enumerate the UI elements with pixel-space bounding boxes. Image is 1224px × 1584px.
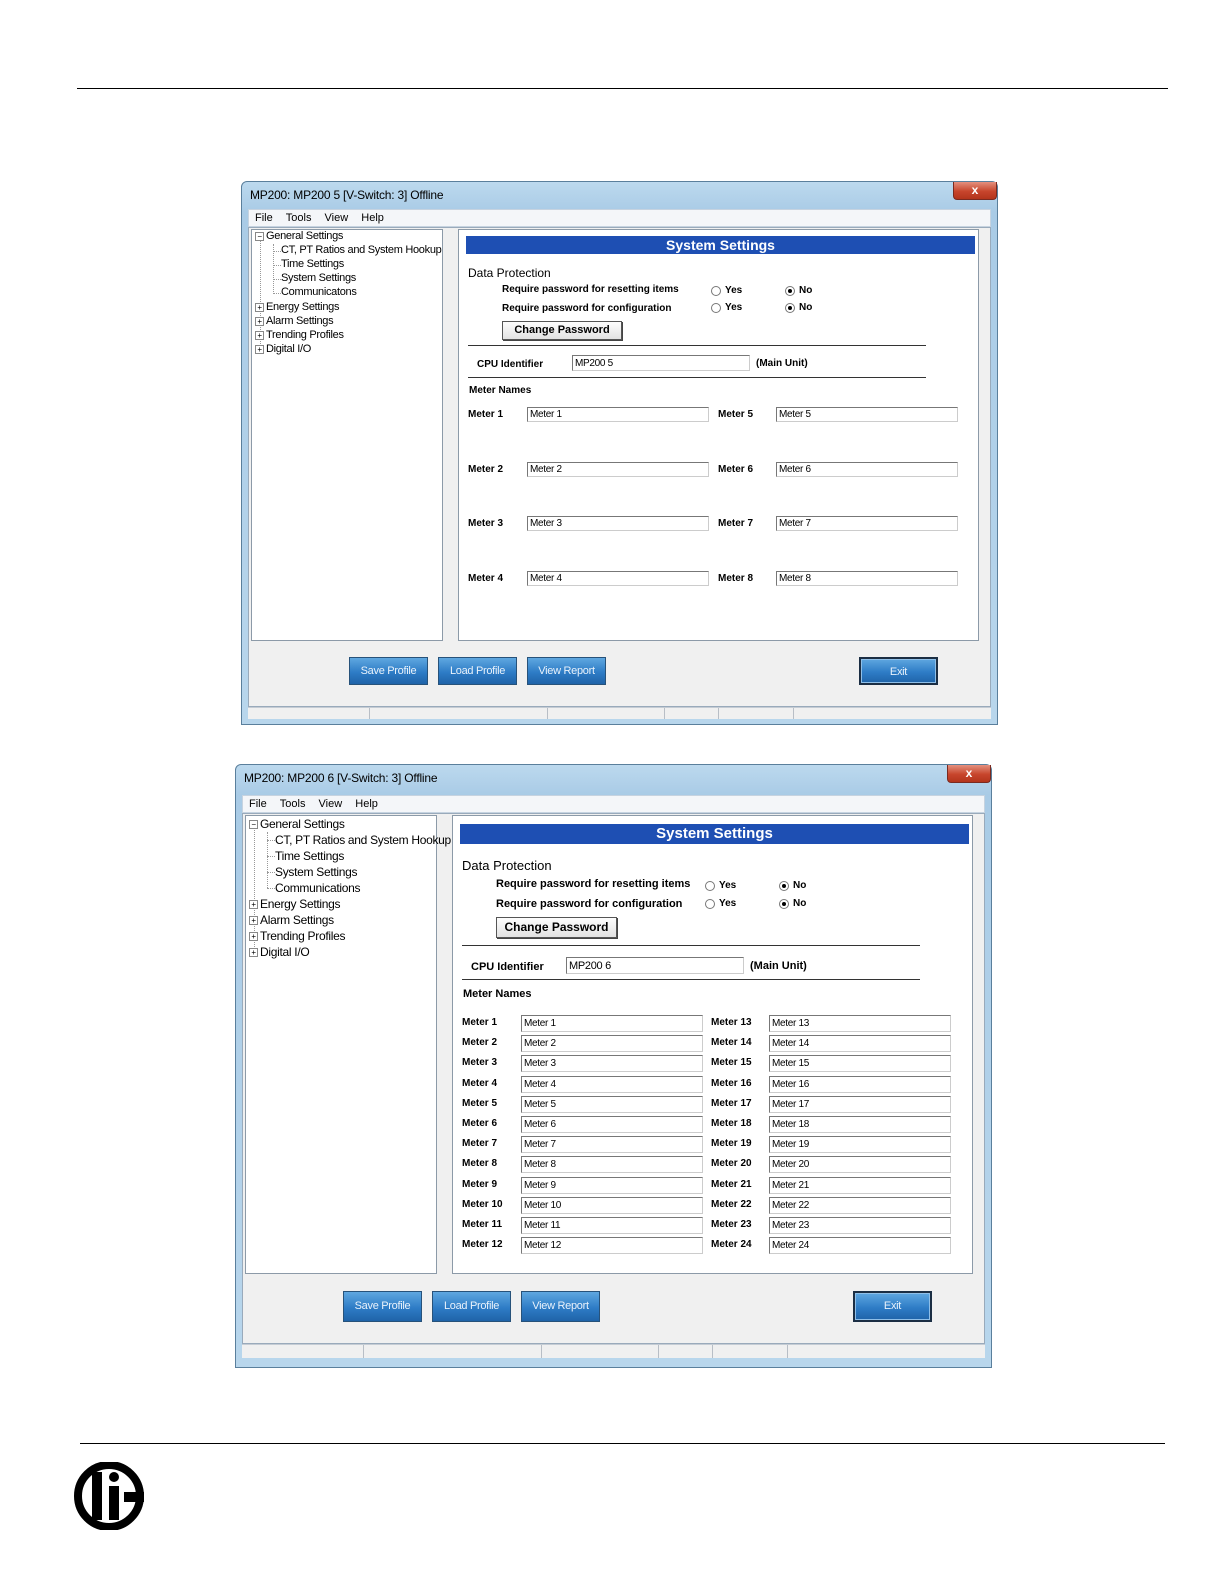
panel-banner: System Settings (466, 236, 975, 254)
meter-label: Meter 5 (462, 1097, 498, 1109)
load-profile-button[interactable]: Load Profile (438, 657, 517, 685)
client-area (248, 227, 991, 707)
menu-file[interactable]: File (249, 798, 267, 810)
divider (462, 945, 920, 946)
tree-alarm-settings[interactable]: + Alarm Settings (249, 913, 334, 927)
require-reset-label: Require password for resetting items (502, 284, 679, 295)
view-report-button[interactable]: View Report (527, 657, 606, 685)
meter-name-input[interactable]: Meter 23 (769, 1217, 951, 1234)
meter-label: Meter 24 (711, 1239, 752, 1251)
expand-icon[interactable]: + (249, 948, 258, 957)
meter-label: Meter 5 (718, 409, 754, 420)
window-title: MP200: MP200 6 [V-Switch: 3] Offline (244, 771, 438, 785)
tree-trending-profiles[interactable]: + Trending Profiles (249, 929, 345, 943)
meter-name-input[interactable]: Meter 3 (521, 1055, 703, 1072)
meter-name-input[interactable]: Meter 1 (527, 407, 709, 422)
tree-digital-io[interactable]: + Digital I/O (249, 945, 309, 959)
meter-label: Meter 23 (711, 1219, 752, 1230)
config-no-label: No (793, 898, 807, 909)
panel-banner: System Settings (460, 824, 969, 844)
close-button[interactable]: x (947, 765, 991, 783)
reset-yes-label: Yes (719, 880, 737, 891)
meter-name-input[interactable]: Meter 6 (521, 1116, 703, 1133)
meter-name-input[interactable]: Meter 11 (521, 1217, 703, 1234)
meter-label: Meter 20 (711, 1158, 752, 1170)
meter-label: Meter 7 (462, 1138, 498, 1150)
divider (462, 979, 920, 980)
save-profile-button[interactable]: Save Profile (349, 657, 428, 685)
meter-name-input[interactable]: Meter 22 (769, 1197, 951, 1214)
expand-icon[interactable]: + (255, 331, 264, 340)
cpu-identifier-label: CPU Identifier (477, 359, 544, 370)
meter-label: Meter 3 (468, 518, 504, 529)
meter-name-input[interactable]: Meter 2 (521, 1035, 703, 1052)
reset-no-label: No (793, 880, 807, 891)
tree-energy-settings[interactable]: + Energy Settings (255, 301, 339, 313)
meter-name-input[interactable]: Meter 14 (769, 1035, 951, 1052)
config-no-radio[interactable] (785, 303, 795, 313)
tree-system-settings[interactable]: System Settings (275, 865, 358, 879)
main-unit-label: (Main Unit) (750, 960, 807, 972)
meter-label: Meter 8 (718, 572, 754, 584)
require-reset-label: Require password for resetting items (496, 878, 691, 890)
meter-name-input[interactable]: Meter 21 (769, 1177, 951, 1194)
meter-label: Meter 2 (462, 1037, 498, 1049)
menu-file[interactable]: File (255, 212, 273, 224)
tree-ct-pt-ratios[interactable]: CT, PT Ratios and System Hookup (275, 833, 451, 847)
tree-trending-profiles[interactable]: + Trending Profiles (255, 329, 344, 341)
header-rule (77, 88, 1168, 89)
tree-general-settings[interactable]: − General Settings (255, 230, 343, 242)
meter-name-input[interactable]: Meter 5 (521, 1096, 703, 1113)
window-title: MP200: MP200 5 [V-Switch: 3] Offline (250, 188, 444, 202)
meter-label: Meter 13 (711, 1017, 752, 1028)
config-yes-radio[interactable] (711, 303, 721, 313)
meter-name-input[interactable]: Meter 13 (769, 1015, 951, 1032)
data-protection-heading: Data Protection (468, 266, 551, 280)
load-profile-button[interactable]: Load Profile (432, 1291, 511, 1322)
meter-label: Meter 4 (468, 572, 504, 584)
menu-view[interactable]: View (318, 798, 343, 810)
footer-rule (80, 1443, 1165, 1444)
config-yes-label: Yes (725, 302, 743, 313)
reset-no-radio[interactable] (779, 881, 789, 891)
meter-name-input[interactable]: Meter 8 (776, 571, 958, 586)
tree-communications[interactable]: Communications (275, 881, 361, 895)
menu-tools[interactable]: Tools (279, 798, 306, 810)
meter-label: Meter 15 (711, 1057, 752, 1069)
view-report-button[interactable]: View Report (521, 1291, 600, 1322)
meter-name-input[interactable]: Meter 15 (769, 1055, 951, 1072)
reset-yes-label: Yes (725, 285, 743, 296)
tree-system-settings[interactable]: System Settings (281, 272, 356, 284)
meter-label: Meter 1 (462, 1017, 498, 1028)
meter-label: Meter 10 (462, 1198, 503, 1210)
menu-bar (248, 209, 991, 227)
meter-label: Meter 16 (711, 1077, 752, 1089)
config-no-label: No (799, 302, 813, 313)
divider (468, 345, 926, 346)
meter-name-input[interactable]: Meter 5 (776, 407, 958, 422)
meter-name-input[interactable]: Meter 2 (527, 462, 709, 477)
meter-name-input[interactable]: Meter 16 (769, 1076, 951, 1093)
meter-label: Meter 7 (718, 518, 754, 529)
meter-label: Meter 8 (462, 1158, 498, 1170)
menu-bar (242, 795, 985, 813)
config-yes-radio[interactable] (705, 899, 715, 909)
menu-help[interactable]: Help (361, 212, 384, 224)
divider (468, 377, 926, 378)
meter-name-input[interactable]: Meter 9 (521, 1177, 703, 1194)
status-bar (242, 1344, 985, 1358)
expand-icon[interactable]: + (249, 900, 258, 909)
cpu-identifier-input[interactable]: MP200 6 (566, 957, 744, 974)
meter-label: Meter 4 (462, 1077, 498, 1089)
change-password-button[interactable]: Change Password (496, 917, 617, 938)
change-password-button[interactable]: Change Password (502, 321, 622, 340)
status-bar (248, 707, 991, 719)
meter-label: Meter 19 (711, 1138, 752, 1150)
meter-names-heading: Meter Names (469, 385, 532, 396)
menu-view[interactable]: View (324, 212, 349, 224)
close-button[interactable]: x (953, 182, 997, 200)
meter-name-input[interactable]: Meter 18 (769, 1116, 951, 1133)
meter-label: Meter 14 (711, 1037, 752, 1049)
meter-name-input[interactable]: Meter 1 (521, 1015, 703, 1032)
meter-label: Meter 1 (468, 409, 504, 420)
meter-names-heading: Meter Names (463, 988, 532, 1000)
main-unit-label: (Main Unit) (756, 358, 808, 369)
reset-no-radio[interactable] (785, 286, 795, 296)
meter-label: Meter 12 (462, 1239, 503, 1251)
data-protection-heading: Data Protection (462, 858, 552, 873)
require-config-label: Require password for configuration (496, 898, 683, 910)
tree-communications[interactable]: Communicatons (281, 286, 357, 298)
meter-label: Meter 22 (711, 1198, 752, 1210)
meter-label: Meter 2 (468, 463, 504, 475)
tree-energy-settings[interactable]: + Energy Settings (249, 897, 340, 911)
reset-yes-radio[interactable] (705, 881, 715, 891)
meter-name-input[interactable]: Meter 19 (769, 1136, 951, 1153)
meter-name-input[interactable]: Meter 12 (521, 1237, 703, 1254)
menu-tools[interactable]: Tools (285, 212, 312, 224)
meter-label: Meter 3 (462, 1057, 498, 1069)
meter-name-input[interactable]: Meter 8 (521, 1156, 703, 1173)
meter-label: Meter 21 (711, 1178, 752, 1190)
expand-icon[interactable]: + (255, 303, 264, 312)
tree-general-settings[interactable]: − General Settings (249, 817, 345, 831)
expand-icon[interactable]: + (255, 317, 264, 326)
config-yes-label: Yes (719, 898, 737, 909)
meter-label: Meter 18 (711, 1118, 752, 1129)
tree-time-settings[interactable]: Time Settings (281, 258, 344, 270)
meter-name-input[interactable]: Meter 17 (769, 1096, 951, 1113)
cpu-identifier-label: CPU Identifier (471, 961, 544, 973)
meter-name-input[interactable]: Meter 3 (527, 516, 709, 531)
meter-label: Meter 9 (462, 1178, 498, 1190)
meter-label: Meter 6 (462, 1118, 498, 1129)
reset-no-label: No (799, 285, 813, 296)
config-no-radio[interactable] (779, 899, 789, 909)
exit-button[interactable]: Exit (859, 657, 938, 685)
client-area (242, 813, 985, 1344)
eig-logo-icon (70, 1462, 148, 1530)
tree-digital-io[interactable]: + Digital I/O (255, 343, 311, 355)
settings-panel (458, 229, 979, 641)
expand-icon[interactable]: + (249, 932, 258, 941)
tree-ct-pt-ratios[interactable]: CT, PT Ratios and System Hookup (281, 244, 442, 256)
expand-icon[interactable]: + (255, 345, 264, 354)
tree-time-settings[interactable]: Time Settings (275, 849, 345, 863)
settings-panel (452, 815, 973, 1274)
meter-name-input[interactable]: Meter 20 (769, 1156, 951, 1173)
collapse-icon[interactable]: − (249, 820, 258, 829)
exit-button[interactable]: Exit (853, 1291, 932, 1322)
expand-icon[interactable]: + (249, 916, 258, 925)
meter-name-input[interactable]: Meter 6 (776, 462, 958, 477)
meter-name-input[interactable]: Meter 7 (521, 1136, 703, 1153)
meter-label: Meter 6 (718, 463, 754, 475)
meter-label: Meter 11 (462, 1219, 503, 1230)
require-config-label: Require password for configuration (502, 303, 672, 314)
meter-label: Meter 17 (711, 1097, 752, 1109)
settings-tree (245, 815, 451, 1274)
meter-name-input[interactable]: Meter 4 (527, 571, 709, 586)
collapse-icon[interactable]: − (255, 232, 264, 241)
tree-alarm-settings[interactable]: + Alarm Settings (255, 315, 333, 327)
save-profile-button[interactable]: Save Profile (343, 1291, 422, 1322)
meter-name-input[interactable]: Meter 10 (521, 1197, 703, 1214)
reset-yes-radio[interactable] (711, 286, 721, 296)
meter-name-input[interactable]: Meter 4 (521, 1076, 703, 1093)
cpu-identifier-input[interactable]: MP200 5 (572, 355, 750, 371)
settings-tree (251, 229, 443, 641)
meter-name-input[interactable]: Meter 7 (776, 516, 958, 531)
window-mp200-6 (235, 764, 992, 1368)
window-mp200-5 (241, 181, 998, 725)
menu-help[interactable]: Help (355, 798, 378, 810)
meter-name-input[interactable]: Meter 24 (769, 1237, 951, 1254)
